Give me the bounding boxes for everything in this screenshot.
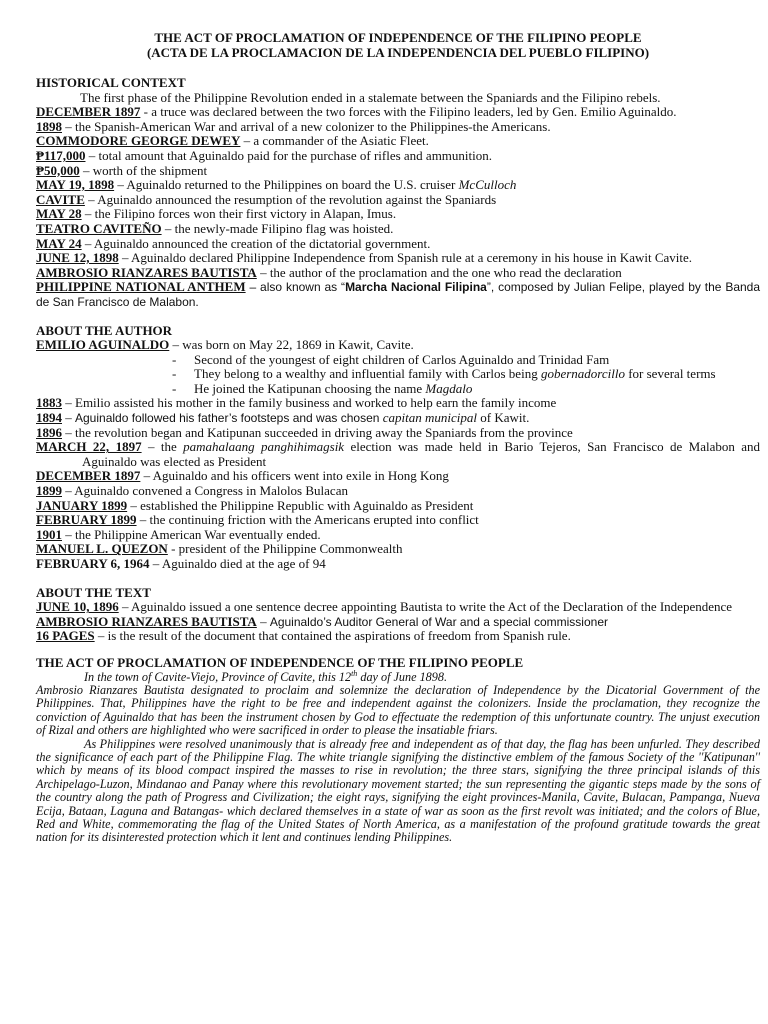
dateline-pre: In the town of Cavite-Viejo, Province of Cavite, this 12 (84, 669, 352, 684)
entry-post: of Kawit. (477, 410, 530, 426)
entry-term: ₱50,000 (36, 162, 80, 178)
entry-text: Emilio assisted his mother in the family business and worked to help earn the family income (75, 395, 557, 411)
entry-italic: McCulloch (458, 177, 517, 193)
entry-item (36, 237, 760, 252)
entry-item (36, 615, 760, 630)
entry-sep: – (118, 599, 131, 615)
entry-text: is the result of the document that contained the aspirations of freedom from Spanish rule. (107, 628, 571, 644)
entry-item (36, 484, 760, 499)
entry-sep: – (256, 613, 270, 629)
document-title (36, 30, 760, 60)
entry-sep: – (62, 410, 75, 426)
entry-text: total amount that Aguinaldo paid for the purchase of rifles and ammunition. (98, 147, 493, 163)
entry-term: 1901 (36, 526, 62, 542)
entry-term: 1894 (36, 410, 62, 426)
entry-term: FEBRUARY 1899 (36, 512, 137, 528)
bullet-text (194, 353, 760, 368)
bullet-dash: - (172, 351, 177, 367)
act-heading: THE ACT OF PROCLAMATION OF INDEPENDENCE OF THE FILIPINO PEOPLE (36, 654, 524, 670)
entry-term: ₱117,000 (36, 147, 86, 163)
entry-text: the newly-made Filipino flag was hoisted. (174, 220, 394, 236)
entry-text: the author of the proclamation and the one who read the declaration (269, 264, 622, 280)
bullet-main: They belong to a wealthy and influential family with Carlos being (194, 366, 541, 382)
entry-item (36, 251, 760, 266)
entry-sep: – (79, 162, 93, 178)
anthem-post: ”, composed by Julian Felipe, played by the Banda de San Francisco de Malabon. (36, 280, 761, 309)
entry-sep: – (149, 556, 162, 571)
entry-text: a truce was declared between the two forces with the Filipino leaders, led by Gen. Emilio Aguinaldo. (151, 104, 677, 120)
historical-intro-text: The first phase of the Philippine Revolution ended in a stalemate between the Spaniards and the Filipino rebels. (80, 89, 661, 105)
author-name: EMILIO AGUINALDO (36, 337, 170, 353)
entry-term: DECEMBER 1897 (36, 104, 141, 120)
title-english: THE ACT OF PROCLAMATION OF INDEPENDENCE OF THE FILIPINO PEOPLE (154, 30, 642, 45)
entry-sep: – (140, 468, 153, 484)
entry-text-sans: Aguinaldo followed his father’s footsteps and was chosen (75, 411, 383, 426)
entry-sep: – (62, 483, 75, 499)
anthem-bold: Marcha Nacional Filipina (345, 280, 487, 295)
entry-sep: - (140, 104, 152, 120)
about-text-list (36, 600, 760, 644)
entry-term: AMBROSIO RIANZARES BAUTISTA (36, 613, 257, 629)
entry-text: established the Philippine Republic with Aguinaldo as President (140, 497, 474, 513)
entry-sep: – (256, 264, 270, 280)
entry-text: Aguinaldo convened a Congress in Malolos Bulacan (74, 483, 348, 499)
entry-item (36, 193, 760, 208)
entry-sep: – (84, 191, 98, 207)
entry-sep: – (118, 250, 131, 266)
entry-post: election was made held in Bario Tejeros, San Francisco de Malabon and Aguinaldo was elected as President (82, 439, 761, 469)
entry-term: TEATRO CAVITEÑO (36, 220, 162, 236)
entry-text: president of the Philippine Commonwealth (178, 541, 403, 557)
entry-term: MARCH 22, 1897 (36, 439, 142, 455)
entry-item (36, 178, 760, 193)
entry-term: MAY 19, 1898 (36, 177, 115, 193)
entry-term: 16 PAGES (36, 628, 95, 644)
entry-item (36, 629, 760, 644)
anthem-sep: – (245, 280, 261, 295)
entry-term: COMMODORE GEORGE DEWEY (36, 133, 241, 149)
entry-term: 1898 (36, 118, 62, 134)
entry-sep: – (62, 395, 75, 411)
entry-item (36, 222, 760, 237)
entry-sep: – (62, 118, 75, 134)
entry-item (36, 207, 760, 222)
entry-item (36, 440, 760, 469)
entry-item (36, 105, 760, 120)
bullet-italic: Magdalo (425, 380, 473, 396)
act-body (36, 668, 760, 845)
entry-item (36, 469, 760, 484)
entry-term: MAY 24 (36, 235, 82, 251)
author-timeline (36, 396, 760, 571)
author-name-entry (36, 338, 760, 353)
entry-text: the (160, 439, 184, 455)
entry-term: JUNE 12, 1898 (36, 250, 119, 266)
entry-item (36, 120, 760, 135)
author-bullet (36, 382, 760, 397)
entry-term: 1883 (36, 395, 62, 411)
entry-text: Aguinaldo declared Philippine Independence from Spanish rule at a ceremony in his house in Kawit Cavite. (131, 250, 693, 266)
entry-sep: – (94, 628, 108, 644)
entry-sep: – (81, 206, 95, 222)
bullet-main: Second of the youngest of eight children of Carlos Aguinaldo and Trinidad Fam (194, 351, 610, 367)
bullet-text (194, 382, 760, 397)
entry-sep: – (85, 147, 99, 163)
bullet-text (194, 367, 760, 382)
entry-term: 1899 (36, 483, 62, 499)
entry-item (36, 134, 760, 149)
historical-intro (36, 91, 760, 106)
anthem-pre: also known as “ (260, 280, 346, 295)
entry-item (36, 396, 760, 411)
entry-item (36, 149, 760, 164)
entry-italic: pamahalaang panghihimagsik (183, 439, 345, 455)
entry-item (36, 426, 760, 441)
entry-sep: – (62, 526, 75, 542)
entry-term: JUNE 10, 1896 (36, 599, 119, 615)
entry-item (36, 164, 760, 179)
about-author-heading: ABOUT THE AUTHOR (36, 322, 173, 338)
act-paragraph-2: As Philippines were resolved unanimously that is already free and independent as of that day, the flag has been unfurled. They described the significance of each part of the Philippine Flag. The white triangle signifying the distinctive emblem of the famous Society of the ''Katipunan'' which by means of its blood compact inspired the masses to rise in revolution; the three stars, signifying the three principal islands of this Archipelago-Luzon, Mindanao and Panay where this revolutionary movement started; the sun representing the gigantic steps made by the sons of the country along the path of Progress and Civilization; the eight rays, signifying the eight provinces-Manila, Cavite, Bulacan, Pampanga, Nueva Ecija, Bataan, Laguna and Batangas- which declared themselves in a state of war as soon as the first revolt was initiated; and the colors of Blue, Red and White, commemorating the flag of the United States of North America, as a manifestation of the profound gratitude towards the great nation for its disinterested protection which it lent and continues lending Philippines. (36, 736, 760, 845)
entry-text: the Spanish-American War and arrival of a new colonizer to the Philippines-the Americans. (75, 118, 551, 134)
entry-term: DECEMBER 1897 (36, 468, 141, 484)
anthem-term: PHILIPPINE NATIONAL ANTHEM (36, 279, 246, 295)
entry-term: MAY 28 (36, 206, 82, 222)
entry-sep: – (114, 177, 127, 193)
entry-term: MANUEL L. QUEZON (36, 541, 168, 557)
author-name-text: – was born on May 22, 1869 in Kawit, Cavite. (169, 337, 414, 353)
entry-item (36, 557, 760, 572)
entry-term: FEBRUARY 6, 1964 (36, 556, 150, 571)
entry-text-sans: Aguinaldo’s Auditor General of War and a special commissioner (269, 614, 608, 629)
entry-item (36, 266, 760, 281)
author-bullet (36, 353, 760, 368)
bullet-main: He joined the Katipunan choosing the name (194, 380, 426, 396)
entry-text: Aguinaldo announced the creation of the dictatorial government. (93, 235, 431, 251)
entry-sep: – (62, 424, 75, 440)
entry-text: the revolution began and Katipunan succeeded in driving away the Spaniards from the province (75, 424, 573, 440)
bullet-post: for several terms (624, 366, 716, 382)
entry-text: the Filipino forces won their first victory in Alapan, Imus. (94, 206, 397, 222)
entry-text: Aguinaldo and his officers went into exile in Hong Kong (152, 468, 449, 484)
bullet-dash: - (172, 380, 177, 396)
entry-text: Aguinaldo returned to the Philippines on board the U.S. cruiser (126, 177, 459, 193)
act-paragraph-1: Ambrosio Rianzares Bautista designated to proclaim and solemnize the declaration of Independence by the Dicatorial Government of the Philippines. That, Philippines have the right to be free and independent against the colonizers. Inside the proclamation, they recognize the conviction of Aguinaldo that has been the instrument chosen by God to effectuate the redemption of this unfortunate country. The unjust execution of Rizal and others are highlighted who were sacrificed in order to please the insatiable friars. (36, 682, 760, 738)
entry-text: the Philippine American War eventually ended. (75, 526, 321, 542)
historical-context-heading: HISTORICAL CONTEXT (36, 75, 186, 90)
entry-text: a commander of the Asiatic Fleet. (253, 133, 429, 149)
entry-item (36, 528, 760, 543)
dateline-sup: th (351, 668, 358, 678)
bullet-italic: gobernadorcillo (540, 366, 625, 382)
about-text-heading: ABOUT THE TEXT (36, 584, 151, 600)
entry-text: Aguinaldo issued a one sentence decree appointing Bautista to write the Act of the Declaration of the Independence (131, 599, 733, 615)
entry-sep: – (161, 220, 175, 236)
entry-sep: – (127, 497, 141, 513)
dateline-post: day of June 1898. (357, 669, 447, 684)
entry-sep: – (240, 133, 254, 149)
entry-sep: - (167, 541, 179, 557)
entry-item (36, 600, 760, 615)
entry-item (36, 499, 760, 514)
entry-text: Aguinaldo announced the resumption of the revolution against the Spaniards (97, 191, 497, 207)
entry-term: JANUARY 1899 (36, 497, 128, 513)
bullet-dash: - (172, 366, 177, 382)
author-bullet (36, 367, 760, 382)
entry-item (36, 513, 760, 528)
entry-sep: – (141, 439, 161, 455)
title-spanish: (ACTA DE LA PROCLAMACION DE LA INDEPENDENCIA DEL PUEBLO FILIPINO) (146, 45, 650, 60)
entry-term: CAVITE (36, 191, 85, 207)
entry-item (36, 542, 760, 557)
historical-list (36, 105, 760, 280)
entry-sep: – (81, 235, 94, 251)
anthem-entry (36, 280, 760, 309)
act-dateline (36, 668, 760, 684)
entry-text: the continuing friction with the Americans erupted into conflict (149, 512, 479, 528)
entry-italic: capitan municipal (382, 410, 478, 426)
entry-text: worth of the shipment (92, 162, 208, 178)
entry-term: 1896 (36, 424, 62, 440)
entry-term: AMBROSIO RIANZARES BAUTISTA (36, 264, 257, 280)
entry-sep: – (136, 512, 150, 528)
entry-item (36, 411, 760, 426)
author-bullets (36, 353, 760, 397)
entry-text: Aguinaldo died at the age of 94 (161, 556, 326, 571)
